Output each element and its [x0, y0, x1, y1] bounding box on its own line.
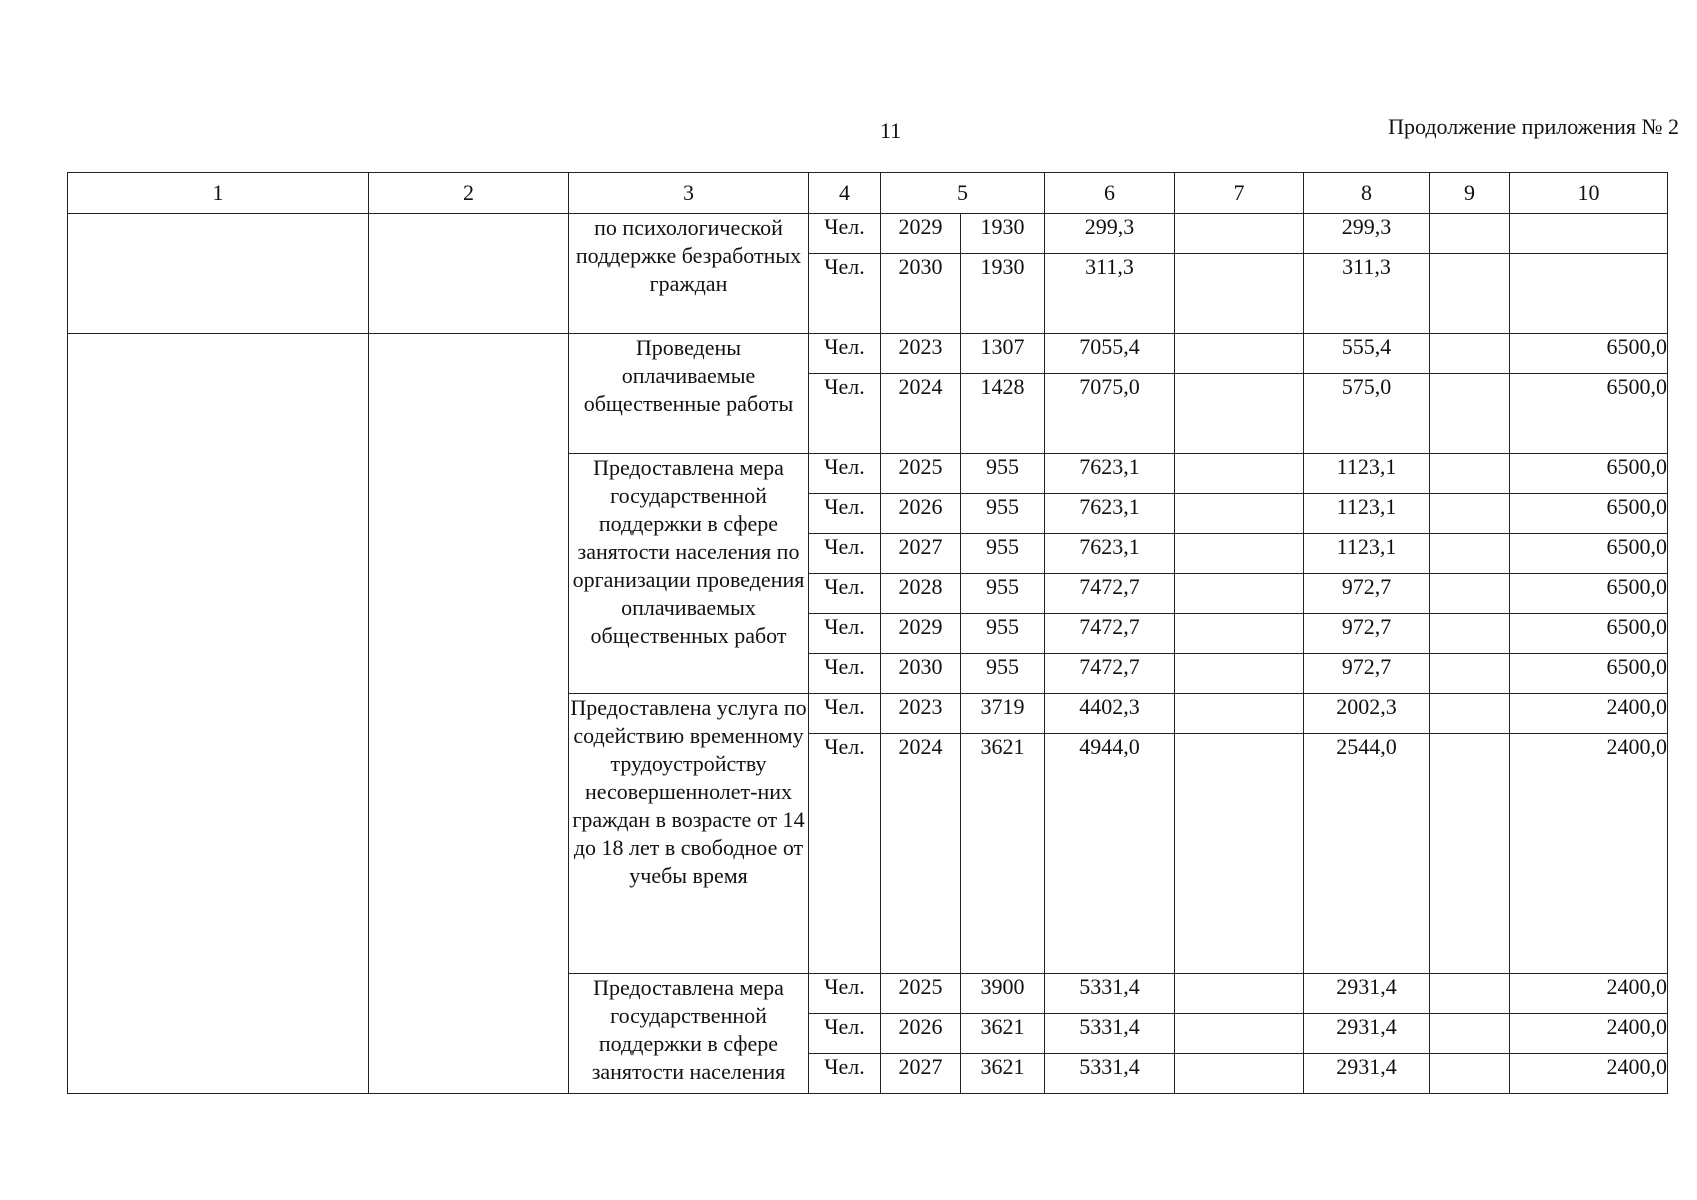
col8-cell: 575,0	[1304, 374, 1430, 454]
total-cell: 299,3	[1045, 214, 1175, 254]
table-row	[68, 334, 1668, 374]
column-header: 1	[68, 173, 369, 214]
col7-cell	[1175, 334, 1304, 374]
col10-cell	[1510, 254, 1668, 334]
col8-cell: 311,3	[1304, 254, 1430, 334]
col9-cell	[1430, 974, 1510, 1014]
column-number-row	[68, 173, 1668, 214]
col9-cell	[1430, 1054, 1510, 1094]
total-cell: 5331,4	[1045, 974, 1175, 1014]
qty-cell: 1930	[961, 254, 1045, 334]
total-cell: 311,3	[1045, 254, 1175, 334]
qty-cell: 3621	[961, 734, 1045, 974]
col1-cell	[68, 334, 369, 1094]
col9-cell	[1430, 694, 1510, 734]
page-number: 11	[880, 118, 902, 143]
col8-cell: 2544,0	[1304, 734, 1430, 974]
header-note: Продолжение приложения № 2	[1388, 114, 1679, 139]
qty-cell: 1428	[961, 374, 1045, 454]
year-cell: 2024	[881, 374, 961, 454]
col7-cell	[1175, 454, 1304, 494]
unit-cell: Чел.	[809, 374, 881, 454]
qty-cell: 3719	[961, 694, 1045, 734]
qty-cell: 1930	[961, 214, 1045, 254]
col9-cell	[1430, 374, 1510, 454]
col8-cell: 299,3	[1304, 214, 1430, 254]
year-cell: 2026	[881, 1014, 961, 1054]
unit-cell: Чел.	[809, 454, 881, 494]
qty-cell: 955	[961, 454, 1045, 494]
year-cell: 2024	[881, 734, 961, 974]
col8-cell: 2931,4	[1304, 1054, 1430, 1094]
col7-cell	[1175, 654, 1304, 694]
col9-cell	[1430, 494, 1510, 534]
col8-cell: 555,4	[1304, 334, 1430, 374]
year-cell: 2029	[881, 614, 961, 654]
qty-cell: 955	[961, 534, 1045, 574]
column-header: 10	[1510, 173, 1668, 214]
col7-cell	[1175, 214, 1304, 254]
total-cell: 7472,7	[1045, 614, 1175, 654]
column-header: 6	[1045, 173, 1175, 214]
total-cell: 5331,4	[1045, 1054, 1175, 1094]
col10-cell	[1510, 214, 1668, 254]
col8-cell: 972,7	[1304, 574, 1430, 614]
year-cell: 2027	[881, 534, 961, 574]
data-table	[67, 172, 1668, 1094]
col9-cell	[1430, 654, 1510, 694]
col9-cell	[1430, 334, 1510, 374]
total-cell: 7055,4	[1045, 334, 1175, 374]
unit-cell: Чел.	[809, 974, 881, 1014]
col10-cell: 6500,0	[1510, 454, 1668, 494]
column-header: 8	[1304, 173, 1430, 214]
year-cell: 2030	[881, 254, 961, 334]
unit-cell: Чел.	[809, 254, 881, 334]
unit-cell: Чел.	[809, 494, 881, 534]
col7-cell	[1175, 1054, 1304, 1094]
total-cell: 4944,0	[1045, 734, 1175, 974]
col10-cell: 6500,0	[1510, 654, 1668, 694]
col7-cell	[1175, 254, 1304, 334]
total-cell: 7623,1	[1045, 534, 1175, 574]
col7-cell	[1175, 374, 1304, 454]
col7-cell	[1175, 574, 1304, 614]
qty-cell: 3621	[961, 1054, 1045, 1094]
unit-cell: Чел.	[809, 614, 881, 654]
col9-cell	[1430, 454, 1510, 494]
col8-cell: 1123,1	[1304, 454, 1430, 494]
year-cell: 2025	[881, 974, 961, 1014]
column-header: 2	[369, 173, 569, 214]
col9-cell	[1430, 614, 1510, 654]
year-cell: 2027	[881, 1054, 961, 1094]
col8-cell: 1123,1	[1304, 494, 1430, 534]
column-header: 9	[1430, 173, 1510, 214]
column-header: 5	[881, 173, 1045, 214]
unit-cell: Чел.	[809, 214, 881, 254]
qty-cell: 955	[961, 574, 1045, 614]
column-header: 4	[809, 173, 881, 214]
col8-cell: 2931,4	[1304, 1014, 1430, 1054]
col7-cell	[1175, 694, 1304, 734]
col8-cell: 2002,3	[1304, 694, 1430, 734]
col7-cell	[1175, 734, 1304, 974]
unit-cell: Чел.	[809, 574, 881, 614]
col9-cell	[1430, 734, 1510, 974]
year-cell: 2029	[881, 214, 961, 254]
col8-cell: 972,7	[1304, 654, 1430, 694]
total-cell: 7472,7	[1045, 574, 1175, 614]
year-cell: 2030	[881, 654, 961, 694]
row-description: Предоставлена мера государственной поддержки в сфере занятости населения по организации проведения оплачиваемых общественных работ	[569, 454, 809, 694]
col7-cell	[1175, 974, 1304, 1014]
total-cell: 7472,7	[1045, 654, 1175, 694]
row-description: Проведены оплачиваемые общественные работы	[569, 334, 809, 454]
col8-cell: 972,7	[1304, 614, 1430, 654]
col9-cell	[1430, 1014, 1510, 1054]
year-cell: 2025	[881, 454, 961, 494]
year-cell: 2026	[881, 494, 961, 534]
total-cell: 7623,1	[1045, 454, 1175, 494]
col7-cell	[1175, 1014, 1304, 1054]
col9-cell	[1430, 254, 1510, 334]
year-cell: 2028	[881, 574, 961, 614]
col2-cell	[369, 334, 569, 1094]
qty-cell: 3900	[961, 974, 1045, 1014]
qty-cell: 3621	[961, 1014, 1045, 1054]
total-cell: 7623,1	[1045, 494, 1175, 534]
unit-cell: Чел.	[809, 734, 881, 974]
row-description: Предоставлена услуга по содействию временному трудоустройству несовершеннолет-них граждан в возрасте от 14 до 18 лет в свободное от учебы время	[569, 694, 809, 974]
total-cell: 7075,0	[1045, 374, 1175, 454]
col10-cell: 2400,0	[1510, 1014, 1668, 1054]
qty-cell: 955	[961, 614, 1045, 654]
column-header: 7	[1175, 173, 1304, 214]
col10-cell: 6500,0	[1510, 614, 1668, 654]
col8-cell: 1123,1	[1304, 534, 1430, 574]
col10-cell: 6500,0	[1510, 534, 1668, 574]
col10-cell: 6500,0	[1510, 334, 1668, 374]
col10-cell: 2400,0	[1510, 694, 1668, 734]
table-row	[68, 214, 1668, 254]
col9-cell	[1430, 534, 1510, 574]
col10-cell: 6500,0	[1510, 574, 1668, 614]
col8-cell: 2931,4	[1304, 974, 1430, 1014]
unit-cell: Чел.	[809, 1054, 881, 1094]
col7-cell	[1175, 494, 1304, 534]
col7-cell	[1175, 534, 1304, 574]
unit-cell: Чел.	[809, 694, 881, 734]
unit-cell: Чел.	[809, 1014, 881, 1054]
total-cell: 4402,3	[1045, 694, 1175, 734]
col10-cell: 6500,0	[1510, 374, 1668, 454]
qty-cell: 955	[961, 654, 1045, 694]
col1-cell	[68, 214, 369, 334]
qty-cell: 955	[961, 494, 1045, 534]
col10-cell: 2400,0	[1510, 1054, 1668, 1094]
col10-cell: 2400,0	[1510, 734, 1668, 974]
unit-cell: Чел.	[809, 654, 881, 694]
year-cell: 2023	[881, 334, 961, 374]
column-header: 3	[569, 173, 809, 214]
col10-cell: 2400,0	[1510, 974, 1668, 1014]
total-cell: 5331,4	[1045, 1014, 1175, 1054]
row-description: Предоставлена мера государственной поддержки в сфере занятости населения	[569, 974, 809, 1094]
col7-cell	[1175, 614, 1304, 654]
col10-cell: 6500,0	[1510, 494, 1668, 534]
year-cell: 2023	[881, 694, 961, 734]
col2-cell	[369, 214, 569, 334]
col9-cell	[1430, 574, 1510, 614]
unit-cell: Чел.	[809, 534, 881, 574]
row-description: по психологической поддержке безработных граждан	[569, 214, 809, 334]
col9-cell	[1430, 214, 1510, 254]
unit-cell: Чел.	[809, 334, 881, 374]
qty-cell: 1307	[961, 334, 1045, 374]
